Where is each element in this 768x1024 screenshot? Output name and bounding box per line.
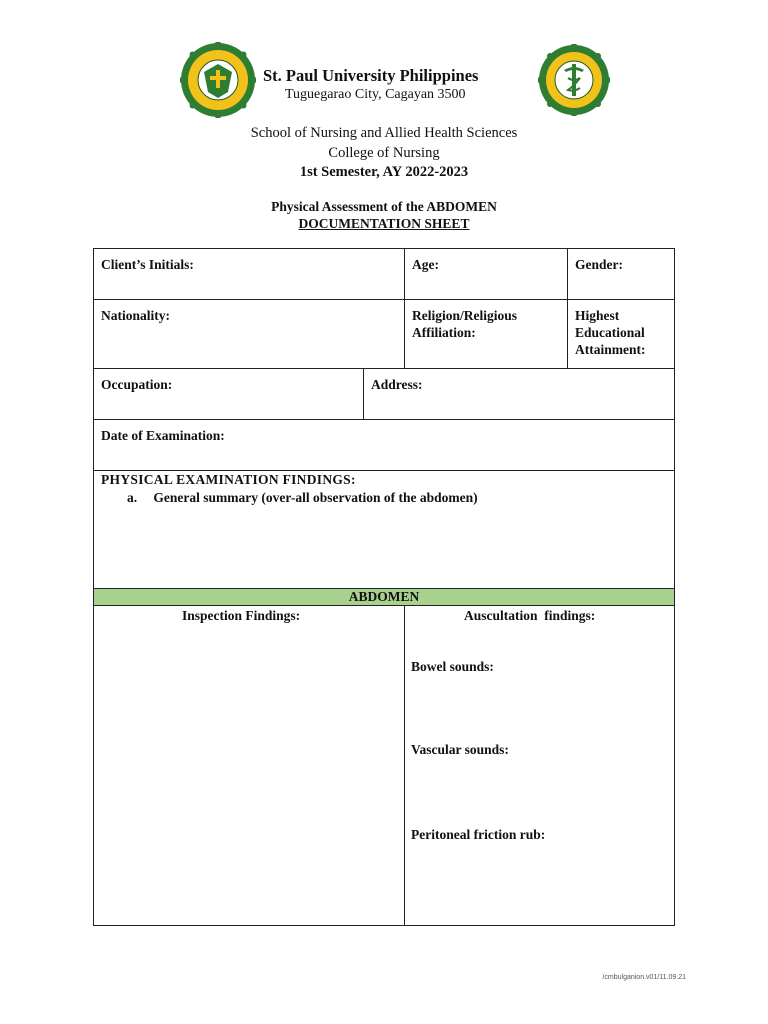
university-seal-icon [180,42,256,118]
inspection-findings-field[interactable] [93,605,405,926]
address-field[interactable] [363,368,675,420]
clients-initials-label: Client’s Initials: [101,257,194,272]
abdomen-band [93,588,675,606]
education-field[interactable] [567,299,675,369]
peritoneal-friction-rub-label: Peritoneal friction rub: [411,827,546,842]
occupation-field[interactable] [93,368,364,420]
sheet-title: DOCUMENTATION SHEET [298,216,470,231]
address-label: Address: [371,377,423,392]
general-summary-label: General summary (over-all observation of the abdomen) [153,490,478,505]
pe-findings-label: PHYSICAL EXAMINATION FINDINGS: [101,472,356,487]
pe-findings-field[interactable] [93,470,675,589]
college-name: College of Nursing [328,145,440,161]
clients-initials-field[interactable] [93,248,405,300]
version-footer: /cmbulganion.v01/11.09.21 [602,974,686,981]
date-of-examination-label: Date of Examination: [101,428,225,443]
nationality-field[interactable] [93,299,405,369]
nursing-college-seal-icon [538,44,610,116]
school-name: School of Nursing and Allied Health Sciences [250,125,518,141]
gender-field[interactable] [567,248,675,300]
assessment-title: Physical Assessment of the ABDOMEN [271,199,497,214]
religion-label: Religion/Religious Affiliation: [412,308,518,340]
abdomen-band-label: ABDOMEN [348,589,420,604]
age-field[interactable] [404,248,568,300]
auscultation-findings-label: Auscultation findings: [464,608,596,623]
semester-line: 1st Semester, AY 2022-2023 [299,164,469,180]
documentation-form [93,248,675,926]
date-of-examination-field[interactable] [93,419,675,471]
university-address: Tuguegarao City, Cagayan 3500 [285,87,466,102]
inspection-findings-label: Inspection Findings: [182,608,301,623]
university-name: St. Paul University Philippines [263,66,479,85]
education-label: Highest Educational Attainment: [575,308,646,357]
religion-field[interactable] [404,299,568,369]
general-summary-marker: a. [127,490,138,505]
gender-label: Gender: [575,257,623,272]
occupation-label: Occupation: [101,377,173,392]
bowel-sounds-label: Bowel sounds: [411,659,494,674]
auscultation-findings-field[interactable] [404,605,675,926]
nationality-label: Nationality: [101,308,170,323]
age-label: Age: [412,257,439,272]
vascular-sounds-label: Vascular sounds: [411,742,509,757]
